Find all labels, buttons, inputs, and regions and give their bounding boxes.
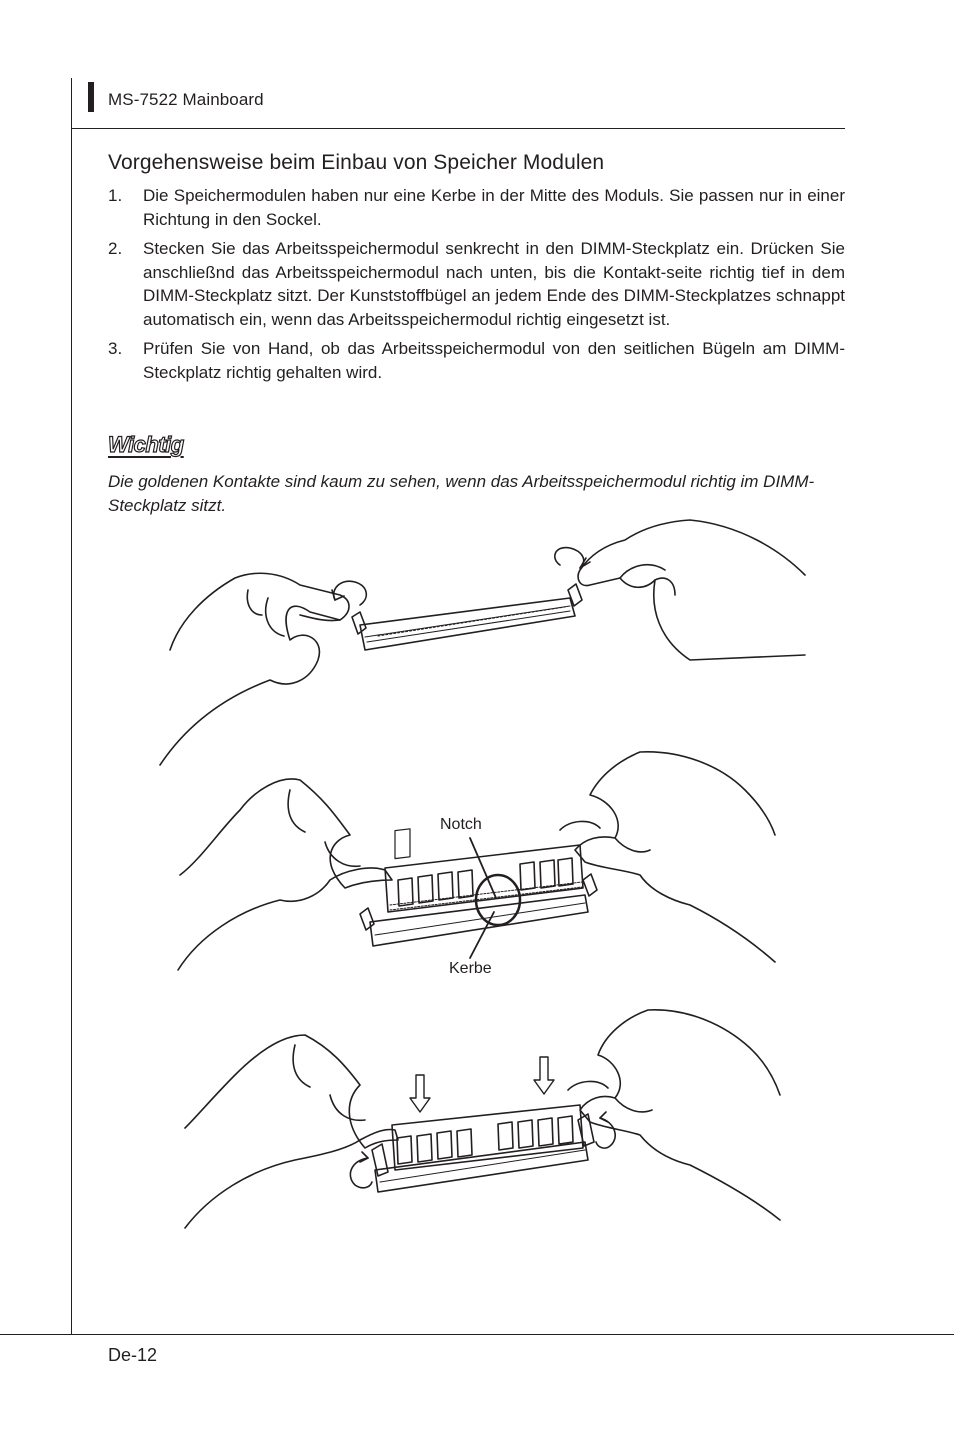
rotate-arrow-icon	[350, 1158, 372, 1188]
header-model-title: MS-7522 Mainboard	[108, 90, 264, 109]
dimm-slot	[375, 1142, 588, 1192]
dimm-slot	[360, 598, 575, 650]
left-hand	[185, 1035, 398, 1228]
step-number: 2.	[108, 239, 123, 258]
rotate-arrow-icon	[555, 548, 584, 568]
section-title: Vorgehensweise beim Einbau von Speicher Modulen	[108, 151, 605, 174]
important-heading: Wichtig	[108, 432, 184, 457]
left-hand	[160, 573, 349, 765]
left-hand	[178, 779, 392, 970]
down-arrow-icon	[410, 1075, 430, 1112]
step-text: Stecken Sie das Arbeitsspeichermodul senkrecht in den DIMM-Steckplatz ein. Drücken Sie anschließnd das Arbeitsspeichermodul nach unten, bis die Kontakt-seite richtig tief in dem DIMM-Steckplatz sitzt. Der Kunststoffbügel an jedem Ende des DIMM-Steckplatzes schnappt automatisch ein, wenn das Arbeitsspeichermodul richtig eingesetzt ist.	[143, 239, 845, 329]
open-clips-panel	[160, 520, 805, 765]
important-note: Die goldenen Kontakte sind kaum zu sehen, wenn das Arbeitsspeichermodul richtig im DIMM-Steckplatz sitzt.	[108, 472, 815, 515]
right-hand	[578, 520, 805, 660]
rotate-arrow-icon	[596, 1118, 615, 1148]
right-hand	[575, 752, 775, 962]
notch-pointer	[470, 838, 496, 898]
memory-module	[392, 1105, 583, 1170]
step-text: Prüfen Sie von Hand, ob das Arbeitsspeichermodul von den seitlichen Bügeln am DIMM-Steckplatz richtig gehalten wird.	[143, 339, 845, 382]
step-number: 1.	[108, 186, 123, 205]
step-number: 3.	[108, 339, 123, 358]
align-notch-panel	[178, 752, 775, 970]
step-text: Die Speichermodulen haben nur eine Kerbe in der Mitte des Moduls. Sie passen nur in einer Richtung in den Sockel.	[143, 186, 845, 229]
press-down-panel	[185, 1010, 780, 1228]
notch-label: Notch	[440, 816, 482, 833]
down-arrow-icon	[534, 1057, 554, 1094]
kerbe-label: Kerbe	[449, 960, 492, 977]
right-hand	[580, 1010, 780, 1220]
dimm-slot	[370, 895, 588, 946]
rotate-arrow-icon	[334, 581, 367, 605]
page-number: De-12	[108, 1345, 158, 1365]
